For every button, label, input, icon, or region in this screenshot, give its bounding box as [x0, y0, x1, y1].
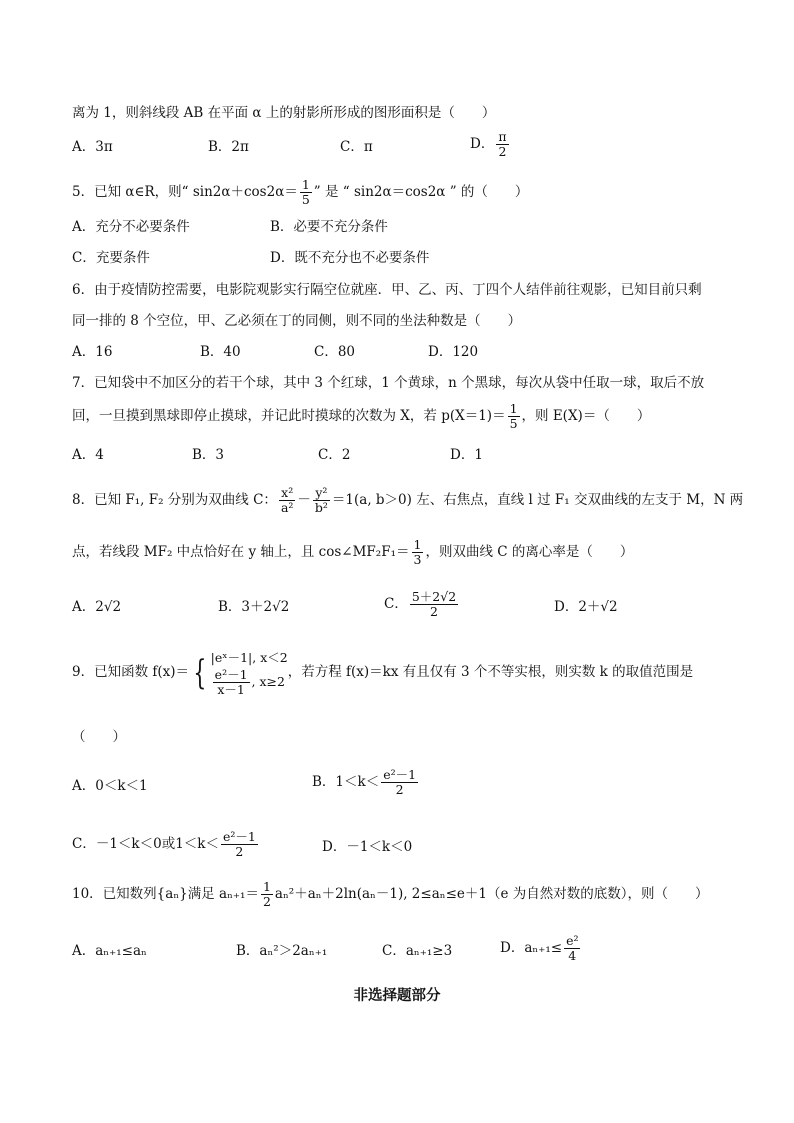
q8-option-d: D．2＋√2	[554, 599, 618, 615]
q8-line-1: 8．已知 F₁, F₂ 分别为双曲线 C： $\frac{\text{x²}}{\text{a²}}$ － $\frac{\text{y²}}{\text{b²}}$ ＝1(a, b＞0) 左、右焦点，直线 l 过 F₁ 交双曲线的左支于 M，N 两	[72, 485, 744, 515]
q4-option-c: C．π	[340, 139, 373, 155]
q9-option-d: D．－1＜k＜0	[322, 839, 413, 855]
q8-fraction-cos: $\frac{1}{3}$	[413, 537, 422, 567]
q5-option-a: A．充分不必要条件	[72, 219, 190, 235]
q4-option-a: A．3π	[72, 139, 113, 155]
q8-line-2: 点，若线段 MF₂ 中点恰好在 y 轴上，且 cos∠MF₂F₁＝ $\frac{1}{3}$ ，则双曲线 C 的离心率是（ ）	[72, 537, 634, 567]
q6-option-c: C．80	[314, 344, 356, 360]
q7-fraction: $\frac{1}{5}$	[509, 401, 518, 431]
brace-icon: {	[193, 652, 207, 693]
q9-option-b-fraction: $\frac{\text{e²－1}}{2}$	[383, 767, 417, 797]
q8-option-a: A．2√2	[72, 599, 122, 615]
q9-line-1: 9．已知函数 f(x)＝ { |eˣ－1|, x＜2 $\frac{\text{e²－1}}{x-1}$ , x≥2 ，若方程 f(x)＝kx 有且仅有 3 个不等实根，则实数 k 的取值范围是	[72, 650, 694, 697]
q5-option-c: C．充要条件	[72, 250, 150, 266]
section-title: 非选择题部分	[353, 988, 441, 1004]
q10-option-d: D．aₙ₊₁≤ $\frac{\text{e²}}{4}$	[500, 933, 579, 963]
q8-option-c: C． $\frac{5+2√2}{2}$	[384, 589, 457, 619]
q6-line-2: 同一排的 8 个空位，甲、乙必须在丁的同侧，则不同的坐法种数是（ ）	[72, 313, 522, 329]
q10-line-1: 10．已知数列{aₙ}满足 aₙ₊₁＝ $\frac{1}{2}$ aₙ²＋aₙ＋2ln(aₙ－1), 2≤aₙ≤e＋1（e 为自然对数的底数），则（ ）	[72, 879, 709, 909]
q8-fraction-y: $\frac{\text{y²}}{\text{b²}}$	[314, 485, 328, 515]
q8-option-b: B．3＋2√2	[218, 599, 290, 615]
q10-fraction: $\frac{1}{2}$	[262, 879, 271, 909]
q6-option-d: D．120	[428, 344, 479, 360]
q7-option-c: C．2	[318, 447, 351, 463]
q5-fraction: $\frac{1}{5}$	[301, 177, 310, 207]
q7-option-d: D．1	[450, 447, 483, 463]
q6-option-a: A．16	[72, 344, 113, 360]
q9-option-a: A．0＜k＜1	[72, 778, 148, 794]
q10-option-d-fraction: $\frac{\text{e²}}{4}$	[566, 933, 579, 963]
q4-option-b: B．2π	[208, 139, 249, 155]
q4-option-d-fraction: $\frac{\pi}{2}$	[498, 129, 507, 159]
q9-piecewise-fraction: $\frac{\text{e²－1}}{x-1}$	[214, 667, 248, 697]
q8-option-c-fraction: $\frac{5+2√2}{2}$	[411, 589, 457, 619]
q10-option-a: A．aₙ₊₁≤aₙ	[72, 943, 147, 959]
q9-option-c-fraction: $\frac{\text{e²－1}}{2}$	[222, 829, 256, 859]
q9-option-b: B．1＜k＜ $\frac{\text{e²－1}}{2}$	[312, 767, 417, 797]
q4-option-d: D． $\frac{\pi}{2}$	[470, 129, 507, 159]
q9-paren: （ ）	[72, 729, 126, 745]
q10-option-c: C．aₙ₊₁≥3	[382, 943, 453, 959]
q4-text: 离为 1，则斜线段 AB 在平面 α 上的射影所形成的图形面积是（ ）	[72, 105, 496, 121]
q7-option-a: A．4	[72, 447, 104, 463]
q7-option-b: B．3	[192, 447, 225, 463]
q5-option-d: D．既不充分也不必要条件	[270, 250, 430, 266]
q8-fraction-x: $\frac{\text{x²}}{\text{a²}}$	[280, 485, 294, 515]
q6-line-1: 6．由于疫情防控需要，电影院观影实行隔空位就座．甲、乙、丙、丁四个人结伴前往观影，已知目前只剩	[72, 282, 702, 298]
q7-line-1: 7．已知袋中不加区分的若干个球，其中 3 个红球，1 个黄球，n 个黑球，每次从袋中任取一球，取后不放	[72, 375, 705, 391]
q9-option-c: C．－1＜k＜0或1＜k＜ $\frac{\text{e²－1}}{2}$	[72, 829, 256, 859]
q7-line-2: 回，一旦摸到黑球即停止摸球，并记此时摸球的次数为 X，若 p(X＝1)＝ $\frac{1}{5}$ ，则 E(X)＝（ ）	[72, 401, 651, 431]
q5-option-b: B．必要不充分条件	[270, 219, 388, 235]
q6-option-b: B．40	[200, 344, 241, 360]
q5-text: 5．已知 α∈R，则“ sin2α＋cos2α＝ $\frac{1}{5}$ ” 是 “ sin2α＝cos2α ” 的（ ）	[72, 177, 529, 207]
q10-option-b: B．aₙ²＞2aₙ₊₁	[236, 943, 328, 959]
q9-piecewise: |eˣ－1|, x＜2 $\frac{\text{e²－1}}{x-1}$ , x≥2	[210, 650, 288, 697]
